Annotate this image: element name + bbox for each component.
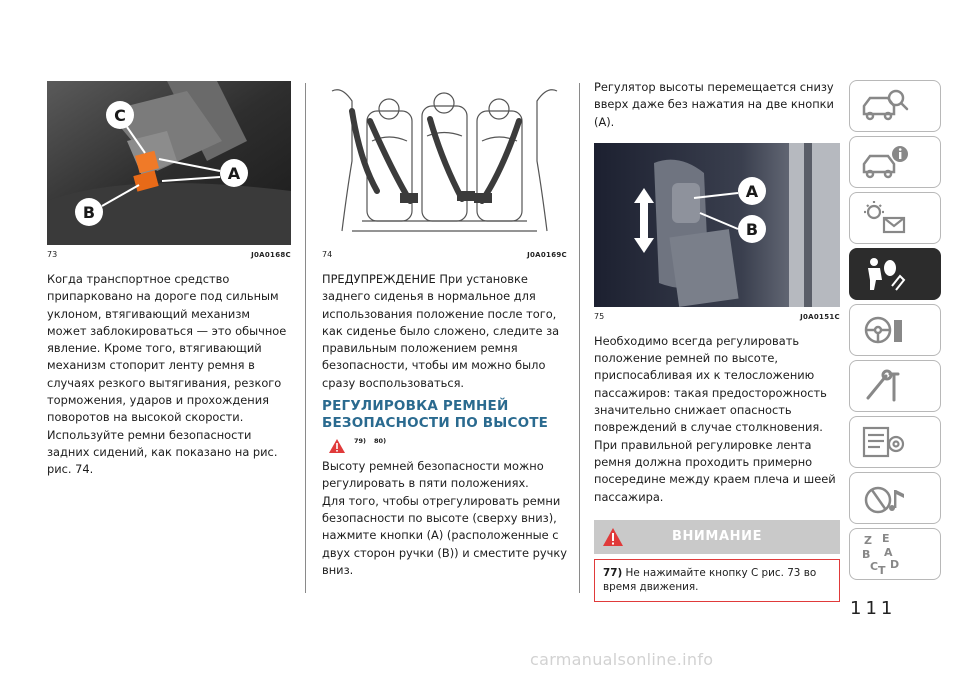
- warning-refs: [328, 436, 567, 456]
- figure-74-caption: [322, 247, 567, 259]
- nav-tab-index[interactable]: [849, 528, 941, 580]
- body-paragraph: Регулятор высоты перемещается снизу вверх даже без нажатия на две кнопки (A).: [594, 80, 834, 129]
- nav-tab-warning-lights[interactable]: [849, 192, 941, 244]
- figure-label-c: C: [114, 106, 126, 125]
- figure-code: J0A0169C: [527, 251, 567, 259]
- watermark: carmanualsonline.info: [530, 650, 714, 669]
- svg-text:D: D: [890, 558, 900, 571]
- body-paragraph: Когда транспортное средство припарковано на дороге под сильным уклоном, втягивающий механизм может заблокироваться — это обычное явление. Кроме того, втягивающий механизм стопорит ленту ремня в случаях резкого вытягивания, резкого торможения, ударов и прохождения поворотов на высокой скорости.: [47, 272, 287, 425]
- figure-75: [594, 143, 840, 307]
- seatbelt-buckle-photo: [47, 81, 291, 245]
- warning-header: [594, 520, 840, 554]
- nav-tab-safety[interactable]: [849, 248, 941, 300]
- figure-number: 73: [47, 250, 58, 259]
- figure-label-a: A: [227, 164, 241, 183]
- body-paragraph: Необходимо всегда регулировать положение ремней по высоте, приспосабливая их к телосложению пассажиров: такая предосторожность значительно снижает опасность повреждений в случае столкновения.: [594, 333, 827, 435]
- alphabet-index-icon: [860, 532, 910, 576]
- rear-seatbelts-diagram: [322, 81, 567, 245]
- figure-code: J0A0151C: [800, 312, 840, 321]
- maintenance-list-icon: [860, 424, 910, 460]
- page-number: 111: [850, 598, 897, 619]
- figure-label-a: A: [745, 181, 759, 201]
- svg-text:A: A: [884, 546, 893, 559]
- svg-text:B: B: [862, 548, 871, 561]
- car-info-icon: [860, 144, 910, 180]
- warning-ref-link[interactable]: 79): [354, 437, 367, 446]
- column-2: [322, 0, 567, 579]
- svg-text:T: T: [878, 564, 886, 576]
- warning-ref-link[interactable]: 80): [374, 437, 387, 446]
- body-paragraph: Высоту ремней безопасности можно регулировать в пяти положениях.: [322, 459, 544, 491]
- column-1: [47, 0, 291, 479]
- svg-text:Z: Z: [864, 534, 872, 547]
- warning-number: 77): [603, 566, 623, 579]
- nav-tab-car-info[interactable]: [849, 136, 941, 188]
- figure-label-b: B: [82, 203, 96, 222]
- multimedia-music-icon: [860, 480, 910, 516]
- figure-code: J0A0168C: [251, 251, 291, 259]
- svg-text:E: E: [882, 532, 890, 545]
- warning-paragraph: ПРЕДУПРЕЖДЕНИЕ При установке заднего сиденья в нормальное для использования положение после того, как сиденье было сложено, следите за правильным положением ремня безопасности, чтобы им можно было сразу воспользоваться.: [322, 272, 560, 390]
- nav-tab-tools[interactable]: [849, 360, 941, 412]
- body-paragraph: Используйте ремни безопасности задних сидений, как показано на рис. рис. 74.: [47, 427, 278, 477]
- warning-title: ВНИМАНИЕ: [671, 529, 763, 545]
- wrench-tools-icon: [860, 368, 910, 404]
- nav-tab-steering[interactable]: [849, 304, 941, 356]
- section-heading: РЕГУЛИРОВКА РЕМНЕЙ БЕЗОПАСНОСТИ ПО ВЫСОТЕ: [322, 398, 549, 432]
- car-search-icon: [860, 88, 910, 124]
- steering-wheel-icon: [860, 312, 910, 348]
- figure-74: [322, 81, 567, 245]
- svg-text:C: C: [870, 560, 879, 573]
- figure-label-b: B: [745, 219, 759, 239]
- figure-73: [47, 81, 291, 245]
- warning-text: Не нажимайте кнопку C рис. 73 во время движения.: [603, 566, 817, 593]
- nav-tab-maintenance[interactable]: [849, 416, 941, 468]
- figure-75-caption: [594, 309, 840, 321]
- belt-height-adjuster-photo: [594, 143, 840, 307]
- nav-tab-multimedia[interactable]: [849, 472, 941, 524]
- column-divider: [305, 83, 306, 593]
- warning-triangle-icon: [328, 438, 346, 454]
- column-divider: [579, 83, 580, 593]
- figure-number: 74: [322, 250, 333, 259]
- nav-tab-car-search[interactable]: [849, 80, 941, 132]
- body-paragraph: Для того, чтобы отрегулировать ремни безопасности по высоте (сверху вниз), нажмите кнопки (A) (расположенные с двух сторон ручки (B)) и сместите ручку вниз.: [322, 493, 567, 577]
- column-3: [594, 0, 840, 602]
- warning-lights-icon: [860, 200, 910, 236]
- safety-person-airbag-icon: [860, 256, 910, 292]
- figure-73-caption: [47, 247, 291, 259]
- warning-box: [594, 559, 840, 602]
- warning-block: [594, 520, 840, 602]
- figure-number: 75: [594, 311, 605, 321]
- body-paragraph: При правильной регулировке лента ремня должна проходить примерно посередине между краем плеча и шеей пассажира.: [594, 437, 836, 504]
